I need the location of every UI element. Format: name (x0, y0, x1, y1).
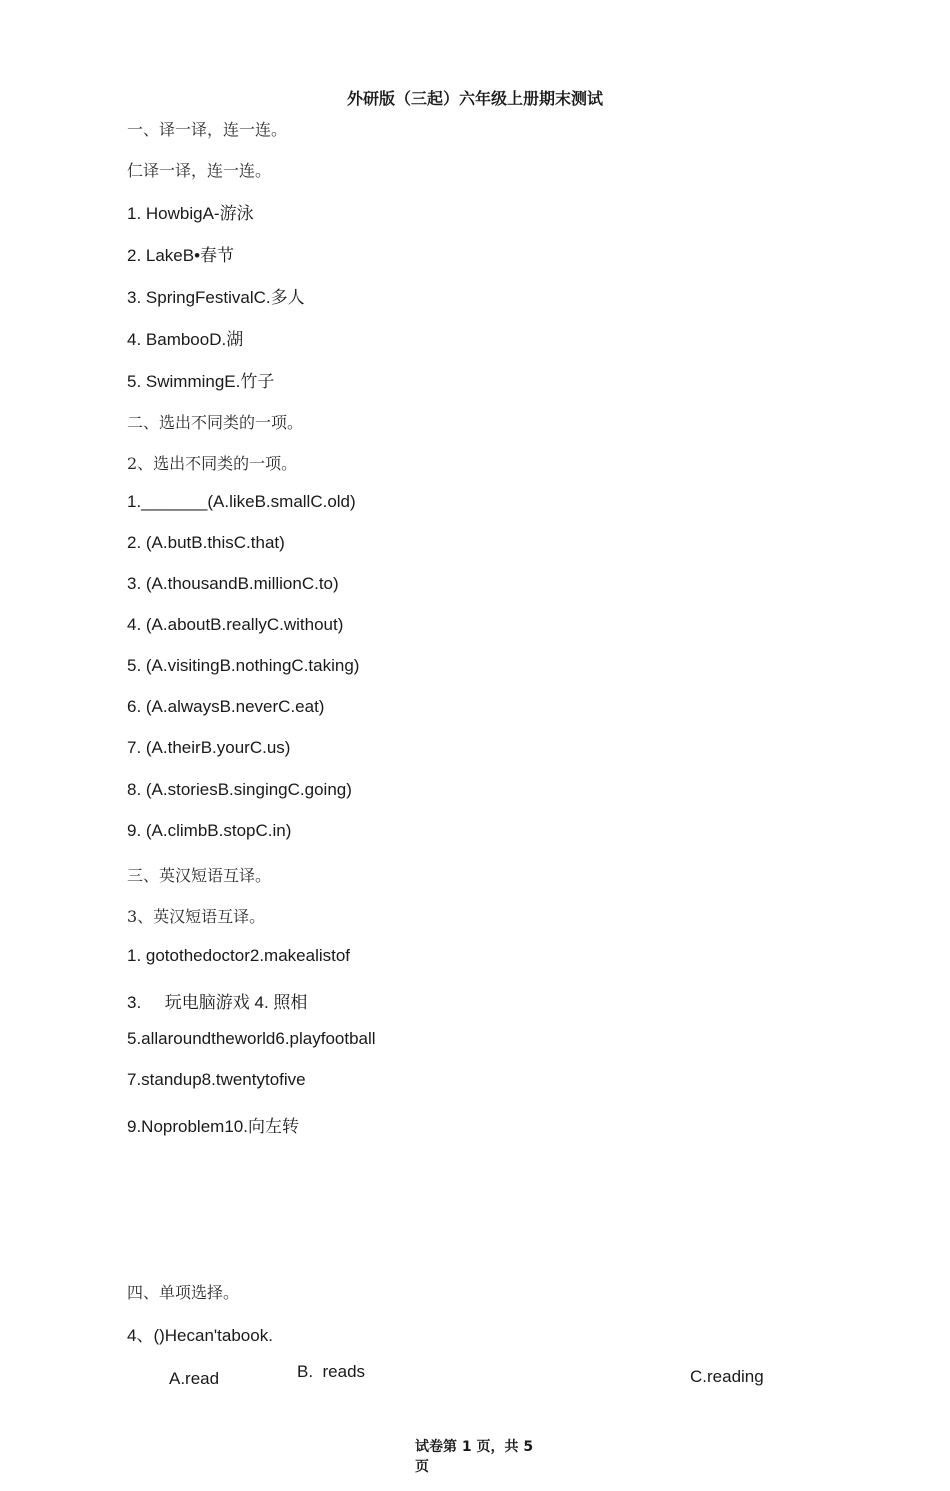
list-item: 4. (A.aboutB.reallyC.without) (127, 615, 344, 634)
list-item: 2. LakeB•春节 (127, 246, 235, 265)
list-item: 3. (A.thousandB.millionC.to) (127, 574, 339, 593)
page-number: 试卷第 1 页，共 5 (415, 1439, 534, 1455)
section-1-heading: 一、译一译，连一连。 (127, 120, 288, 139)
option-b: B. reads (297, 1362, 366, 1381)
list-item: 1. HowbigA-游泳 (127, 204, 254, 223)
section-3-heading: 三、英汉短语互译。 (127, 866, 272, 885)
list-item: 6. (A.alwaysB.neverC.eat) (127, 697, 325, 716)
section-1-subheading: 仁译一译，连一连。 (127, 161, 272, 180)
section-2-subheading: 2、选出不同类的一项。 (127, 454, 298, 473)
list-item: 2. (A.butB.thisC.that) (127, 533, 285, 552)
option-c: C.reading (690, 1367, 764, 1386)
page-title: 外研版（三起）六年级上册期末测试 (346, 89, 603, 108)
list-item: 9. (A.climbB.stopC.in) (127, 821, 292, 840)
list-item: 1._______(A.likeB.smallC.old) (127, 492, 356, 511)
page-footer (415, 1437, 545, 1477)
section-3-subheading: 3、英汉短语互译。 (127, 907, 266, 926)
list-item: 5. SwimmingE.竹子 (127, 372, 275, 391)
option-a: A.read (169, 1369, 220, 1384)
list-item: 7.standup8.twentytofive (127, 1070, 306, 1089)
question-text: 4、()Hecan'tabook. (127, 1326, 273, 1345)
list-item: 5.allaroundtheworld6.playfootball (127, 1029, 376, 1048)
list-item: 4. BambooD.湖 (127, 330, 244, 349)
list-item: 5. (A.visitingB.nothingC.taking) (127, 656, 360, 675)
list-item: 1. gotothedoctor2.makealistof (127, 946, 351, 965)
list-item: 3. 玩电脑游戏 4. 照相 (127, 993, 308, 1012)
page-number-suffix: 页 (415, 1459, 429, 1475)
section-4-heading: 四、单项选择。 (127, 1283, 240, 1302)
list-item: 3. SpringFestivalC.多人 (127, 288, 305, 307)
list-item: 7. (A.theirB.yourC.us) (127, 738, 291, 757)
list-item: 9.Noproblem10.向左转 (127, 1117, 299, 1136)
section-2-heading: 二、选出不同类的一项。 (127, 413, 304, 432)
list-item: 8. (A.storiesB.singingC.going) (127, 780, 352, 799)
